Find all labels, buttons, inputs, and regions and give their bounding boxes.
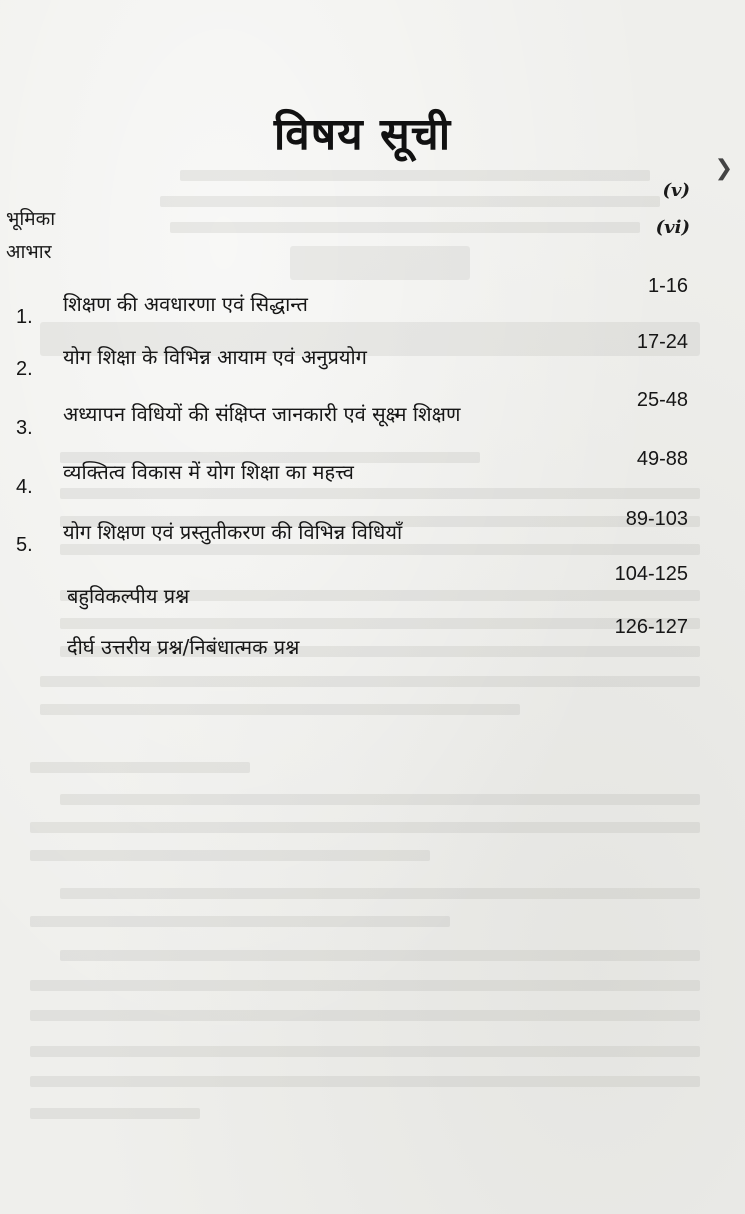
- pen-mark-icon: ❯: [714, 156, 733, 181]
- chapter-pages: 25-48: [636, 389, 688, 411]
- chapter-title: योग शिक्षण एवं प्रस्तुतीकरण की विभिन्न विधियाँ: [63, 520, 403, 544]
- chapter-number: 5.: [16, 534, 33, 556]
- chapter-number: 1.: [16, 306, 33, 328]
- chapter-title: शिक्षण की अवधारणा एवं सिद्धान्त: [63, 292, 308, 316]
- chapter-number: 3.: [16, 417, 33, 439]
- front-matter-page-preface: (v): [662, 180, 690, 201]
- chapter-pages: 17-24: [636, 331, 688, 353]
- section-pages: 104-125: [614, 563, 688, 585]
- chapter-pages: 1-16: [647, 275, 688, 297]
- front-matter-page-acknowledgement: (vi): [655, 217, 690, 238]
- front-matter-label-acknowledgement: आभार: [6, 241, 52, 263]
- chapter-number: 2.: [16, 358, 33, 380]
- chapter-pages: 89-103: [625, 508, 688, 530]
- section-title: बहुविकल्पीय प्रश्न: [67, 584, 190, 608]
- chapter-number: 4.: [16, 476, 33, 498]
- page-title: [0, 102, 745, 162]
- chapter-title: व्यक्तित्व विकास में योग शिक्षा का महत्त्व: [63, 460, 354, 484]
- page-title-text: विषय सूची: [273, 109, 452, 160]
- chapter-title: योग शिक्षा के विभिन्न आयाम एवं अनुप्रयोग: [63, 345, 367, 369]
- chapter-pages: 49-88: [636, 448, 688, 470]
- chapter-title: अध्यापन विधियों की संक्षिप्त जानकारी एवं सूक्ष्म शिक्षण: [63, 402, 461, 426]
- section-pages: 126-127: [614, 616, 688, 638]
- front-matter-label-preface: भूमिका: [6, 208, 56, 230]
- section-title: दीर्घ उत्तरीय प्रश्न/निबंधात्मक प्रश्न: [67, 635, 300, 659]
